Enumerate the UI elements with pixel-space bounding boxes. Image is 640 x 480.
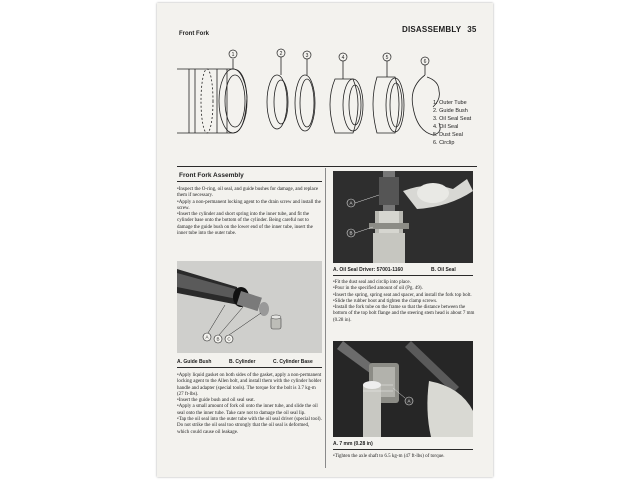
diagram-callout-1: 1 (231, 52, 235, 58)
instruction-step: •Tap the oil seal into the outer tube with the oil seal driver (special tool). Do not strike the oil seal too strongly that the oil seal is deformed, which could cause oil leakage. (177, 417, 322, 435)
instruction-step: •Pour in the specified amount of oil (Pg. 49). (333, 286, 423, 292)
diagram-callout-2: 2 (279, 51, 283, 57)
exploded-fork-diagram (177, 47, 477, 165)
outer-tube (177, 69, 247, 133)
instruction-step: •Insert the guide bush and oil seal seat. (177, 398, 255, 404)
instruction-step: •Inspect the O-ring, oil seal, and guide bushes for damage, and replace them if necessary. (177, 187, 319, 199)
photo-caption (333, 267, 478, 273)
photo-callout-a: A (407, 398, 411, 404)
photo-fork-installation (333, 341, 473, 437)
caption-item: C. Cylinder Base (273, 359, 313, 365)
assembly-instructions-right (333, 280, 475, 324)
legend-item: 1. Outer Tube (433, 100, 467, 106)
diagram-callout-5: 5 (385, 55, 389, 61)
instruction-step: •Apply liquid gasket on both sides of the gasket, apply a non-permanent locking agent to the Allen bolt, and install them with the cylinder holder handle and adapter (special tools). The torque for the bolt is 3.7 kg-m (27 ft-lbs). (177, 373, 322, 397)
photo-callout-b: B (349, 230, 353, 236)
caption-rule (333, 449, 473, 450)
diagram-legend (433, 99, 471, 147)
instruction-step: •Apply a small amount of fork oil onto the inner tube, and slide the oil seal onto the inner tube. Take care not to damage the oil seal lip. (177, 404, 318, 416)
section-rule (177, 166, 477, 167)
photo-oil-seal-driver (333, 171, 473, 263)
title-rule (177, 181, 322, 182)
page-header (402, 25, 477, 34)
legend-item: 4. Oil Seal (433, 124, 459, 130)
column-divider (325, 168, 326, 468)
instruction-step: •Insert the cylinder and short spring into the inner tube, and fit the cylinder base onto the bottom of the cylinder. Being careful not to damage the guide bush on the lower end of the inner tube, insert the inner tube into the outer tube. (177, 212, 313, 237)
legend-item: 6. Circlip (433, 140, 455, 146)
legend-item: 3. Oil Seal Seat (433, 116, 472, 122)
final-step: •Tighten the axle shaft to 6.5 kg-m (47 ft-lbs) of torque. (333, 454, 445, 459)
photo-callout-a: A (205, 334, 209, 340)
instruction-step: •Apply a non-permanent locking agent to the drain screw and install the screw. (177, 199, 321, 211)
photo-callout-a: A (349, 200, 353, 206)
diagram-callout-6: 6 (423, 59, 427, 65)
diagram-callout-4: 4 (341, 55, 345, 61)
photo-guide-bush (177, 261, 322, 353)
assembly-instructions (177, 187, 322, 237)
instruction-step: •Insert the spring, spring seat and spacer, and install the fork top bolt. (333, 292, 472, 298)
photo-caption (177, 359, 325, 365)
photo-caption: A. 7 mm (0.28 in) (333, 441, 373, 447)
caption-item: B. Oil Seal (431, 267, 456, 273)
photo-callout-c: C (227, 336, 231, 342)
instruction-step: •Install the fork tube on the frame so that the distance between the bottom of the top bolt flange and the steering stem head is about 7 mm (0.28 in). (333, 305, 475, 323)
section-title: Front Fork Assembly (179, 172, 244, 179)
diagram-callout-3: 3 (305, 53, 309, 59)
oil-seal-seat (295, 75, 315, 131)
manual-page (157, 3, 493, 477)
caption-rule (177, 367, 322, 368)
caption-rule (333, 275, 473, 276)
assembly-instructions-continued (177, 373, 322, 436)
caption-item: A. Oil Seal Driver: 57001-1160 (333, 267, 404, 273)
legend-item: 2. Guide Bush (433, 108, 468, 114)
section-label: Front Fork (179, 31, 209, 37)
header-title: DISASSEMBLY (402, 25, 462, 34)
photo-callout-b: B (216, 336, 220, 342)
page-number: 35 (467, 25, 477, 34)
legend-item: 5. Dust Seal (433, 132, 463, 138)
instruction-step: •Fit the dust seal and circlip into place. (333, 280, 411, 285)
caption-item: B. Cylinder (229, 359, 256, 365)
caption-item: A. Guide Bush (177, 359, 212, 365)
instruction-step: •Slide the rubber boot and tighten the clamp screws. (333, 298, 438, 304)
